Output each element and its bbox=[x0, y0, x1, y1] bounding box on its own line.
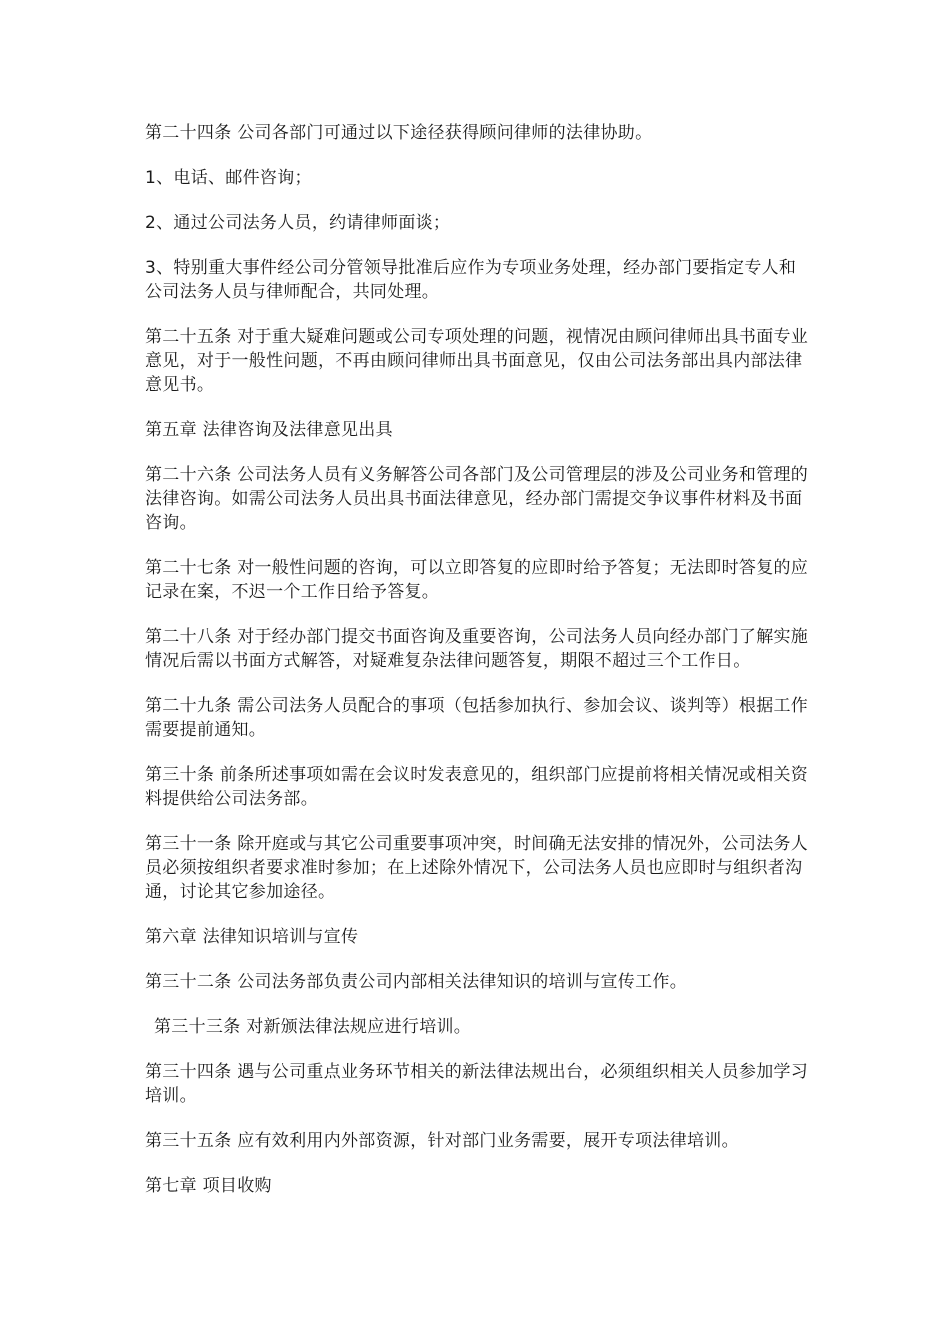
chapter-6-heading: 第六章 法律知识培训与宣传 bbox=[145, 927, 359, 947]
list-item-2: 2、通过公司法务人员，约请律师面谈； bbox=[145, 213, 451, 233]
list-item-3: 3、特别重大事件经公司分管领导批准后应作为专项业务处理，经办部门要指定专人和公司法务人员与律师配合，共同处理。 bbox=[145, 258, 797, 302]
article-31: 第三十一条 除开庭或与其它公司重要事项冲突，时间确无法安排的情况外，公司法务人员必须按组织者要求准时参加；在上述除外情况下，公司法务人员也应即时与组织者沟通，讨论其它参加途径。 bbox=[145, 834, 809, 902]
article-27: 第二十七条 对一般性问题的咨询，可以立即答复的应即时给予答复；无法即时答复的应记录在案，不迟一个工作日给予答复。 bbox=[145, 558, 809, 602]
article-30: 第三十条 前条所述事项如需在会议时发表意见的，组织部门应提前将相关情况或相关资料提供给公司法务部。 bbox=[145, 765, 809, 809]
chapter-7-heading: 第七章 项目收购 bbox=[145, 1176, 272, 1196]
article-26: 第二十六条 公司法务人员有义务解答公司各部门及公司管理层的涉及公司业务和管理的法律咨询。如需公司法务人员出具书面法律意见，经办部门需提交争议事件材料及书面咨询。 bbox=[145, 465, 809, 533]
document-body bbox=[145, 121, 810, 1219]
article-24: 第二十四条 公司各部门可通过以下途径获得顾问律师的法律协助。 bbox=[145, 123, 653, 143]
article-33: 第三十三条 对新颁法律法规应进行培训。 bbox=[154, 1017, 472, 1037]
article-28: 第二十八条 对于经办部门提交书面咨询及重要咨询，公司法务人员向经办部门了解实施情况后需以书面方式解答，对疑难复杂法律问题答复，期限不超过三个工作日。 bbox=[145, 627, 809, 671]
chapter-5-heading: 第五章 法律咨询及法律意见出具 bbox=[145, 420, 393, 440]
article-29: 第二十九条 需公司法务人员配合的事项（包括参加执行、参加会议、谈判等）根据工作需要提前通知。 bbox=[145, 696, 809, 740]
article-32: 第三十二条 公司法务部负责公司内部相关法律知识的培训与宣传工作。 bbox=[145, 972, 688, 992]
list-item-1: 1、电话、邮件咨询； bbox=[145, 168, 312, 188]
article-35: 第三十五条 应有效利用内外部资源，针对部门业务需要，展开专项法律培训。 bbox=[145, 1131, 739, 1151]
article-25: 第二十五条 对于重大疑难问题或公司专项处理的问题，视情况由顾问律师出具书面专业意见，对于一般性问题，不再由顾问律师出具书面意见，仅由公司法务部出具内部法律意见书。 bbox=[145, 327, 809, 395]
article-34: 第三十四条 遇与公司重点业务环节相关的新法律法规出台，必须组织相关人员参加学习培训。 bbox=[145, 1062, 809, 1106]
